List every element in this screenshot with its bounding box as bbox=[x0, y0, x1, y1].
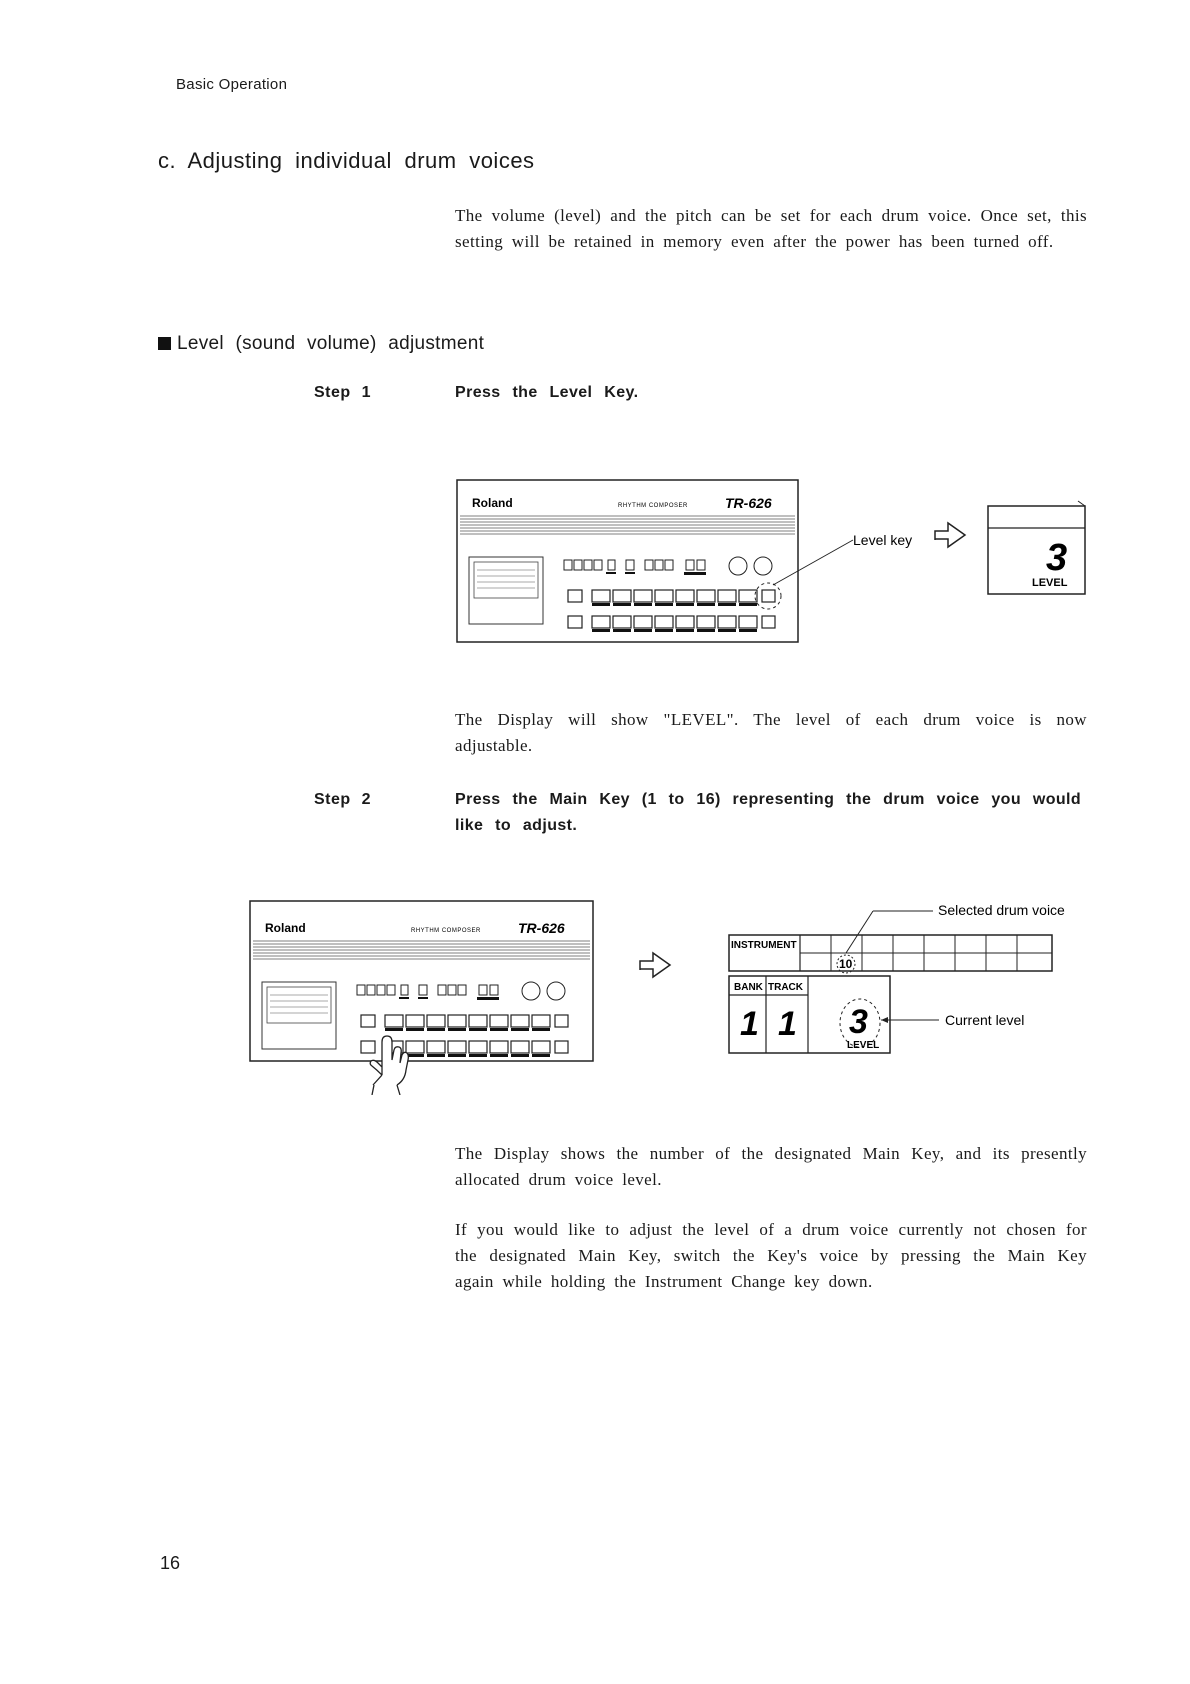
model-prefix: RHYTHM COMPOSER bbox=[618, 503, 688, 509]
bank-label: BANK bbox=[734, 982, 763, 993]
step1-instruction: Press the Level Key. bbox=[455, 384, 639, 401]
model-label: TR-626 bbox=[725, 495, 772, 511]
tr626-unit-2 bbox=[250, 901, 593, 1061]
instrument-display bbox=[729, 935, 1052, 973]
section-title: c. Adjusting individual drum voices bbox=[158, 148, 535, 173]
running-header: Basic Operation bbox=[176, 76, 288, 93]
step2-instruction: Press the Main Key (1 to 16) representing the drum voice you would like to adjust. bbox=[455, 791, 1082, 834]
level-display-label: LEVEL bbox=[1032, 577, 1068, 589]
bank-value: 1 bbox=[740, 1005, 759, 1043]
arrow-right-icon bbox=[935, 523, 965, 547]
current-level-digit: 3 bbox=[849, 1003, 868, 1041]
step2-label: Step 2 bbox=[314, 791, 372, 808]
step2-result-2: If you would like to adjust the level of a drum voice currently not chosen for the designated Main Key, switch the Key's voice by pressing the Main Key again while holding the Instrument Change key down. bbox=[455, 1220, 1087, 1291]
level-digit: 3 bbox=[1046, 537, 1068, 579]
subheading-text: Level (sound volume) adjustment bbox=[177, 333, 485, 354]
brand-label: Roland bbox=[472, 496, 513, 510]
tr626-unit bbox=[457, 480, 798, 642]
step1-figure bbox=[440, 470, 1100, 645]
bank-track-display bbox=[729, 976, 890, 1053]
subheading bbox=[158, 333, 484, 355]
step1-result: The Display will show "LEVEL". The level of each drum voice is now adjustable. bbox=[455, 710, 1087, 755]
bullet-square-icon bbox=[158, 337, 171, 350]
instrument-label: INSTRUMENT bbox=[731, 940, 797, 951]
track-value: 1 bbox=[778, 1005, 797, 1043]
current-level-label: LEVEL bbox=[847, 1040, 880, 1051]
arrow-right-icon-2 bbox=[640, 953, 670, 977]
step2-figure bbox=[245, 895, 1115, 1095]
step2-result-1: The Display shows the number of the designated Main Key, and its presently allocated drum voice level. bbox=[455, 1144, 1087, 1189]
page-number: 16 bbox=[160, 1553, 181, 1573]
selected-voice-callout: Selected drum voice bbox=[938, 902, 1065, 918]
selected-voice-number: 10 bbox=[839, 957, 853, 971]
model-prefix-2: RHYTHM COMPOSER bbox=[411, 928, 481, 934]
level-key-callout: Level key bbox=[853, 532, 913, 548]
track-label: TRACK bbox=[768, 982, 803, 993]
current-level-callout: Current level bbox=[945, 1012, 1025, 1028]
model-label-2: TR-626 bbox=[518, 920, 565, 936]
brand-label-2: Roland bbox=[265, 921, 306, 935]
intro-paragraph: The volume (level) and the pitch can be set for each drum voice. Once set, this setting will be retained in memory even after the power has been turned off. bbox=[455, 206, 1087, 251]
level-display bbox=[988, 501, 1085, 594]
step1-label: Step 1 bbox=[314, 384, 372, 401]
